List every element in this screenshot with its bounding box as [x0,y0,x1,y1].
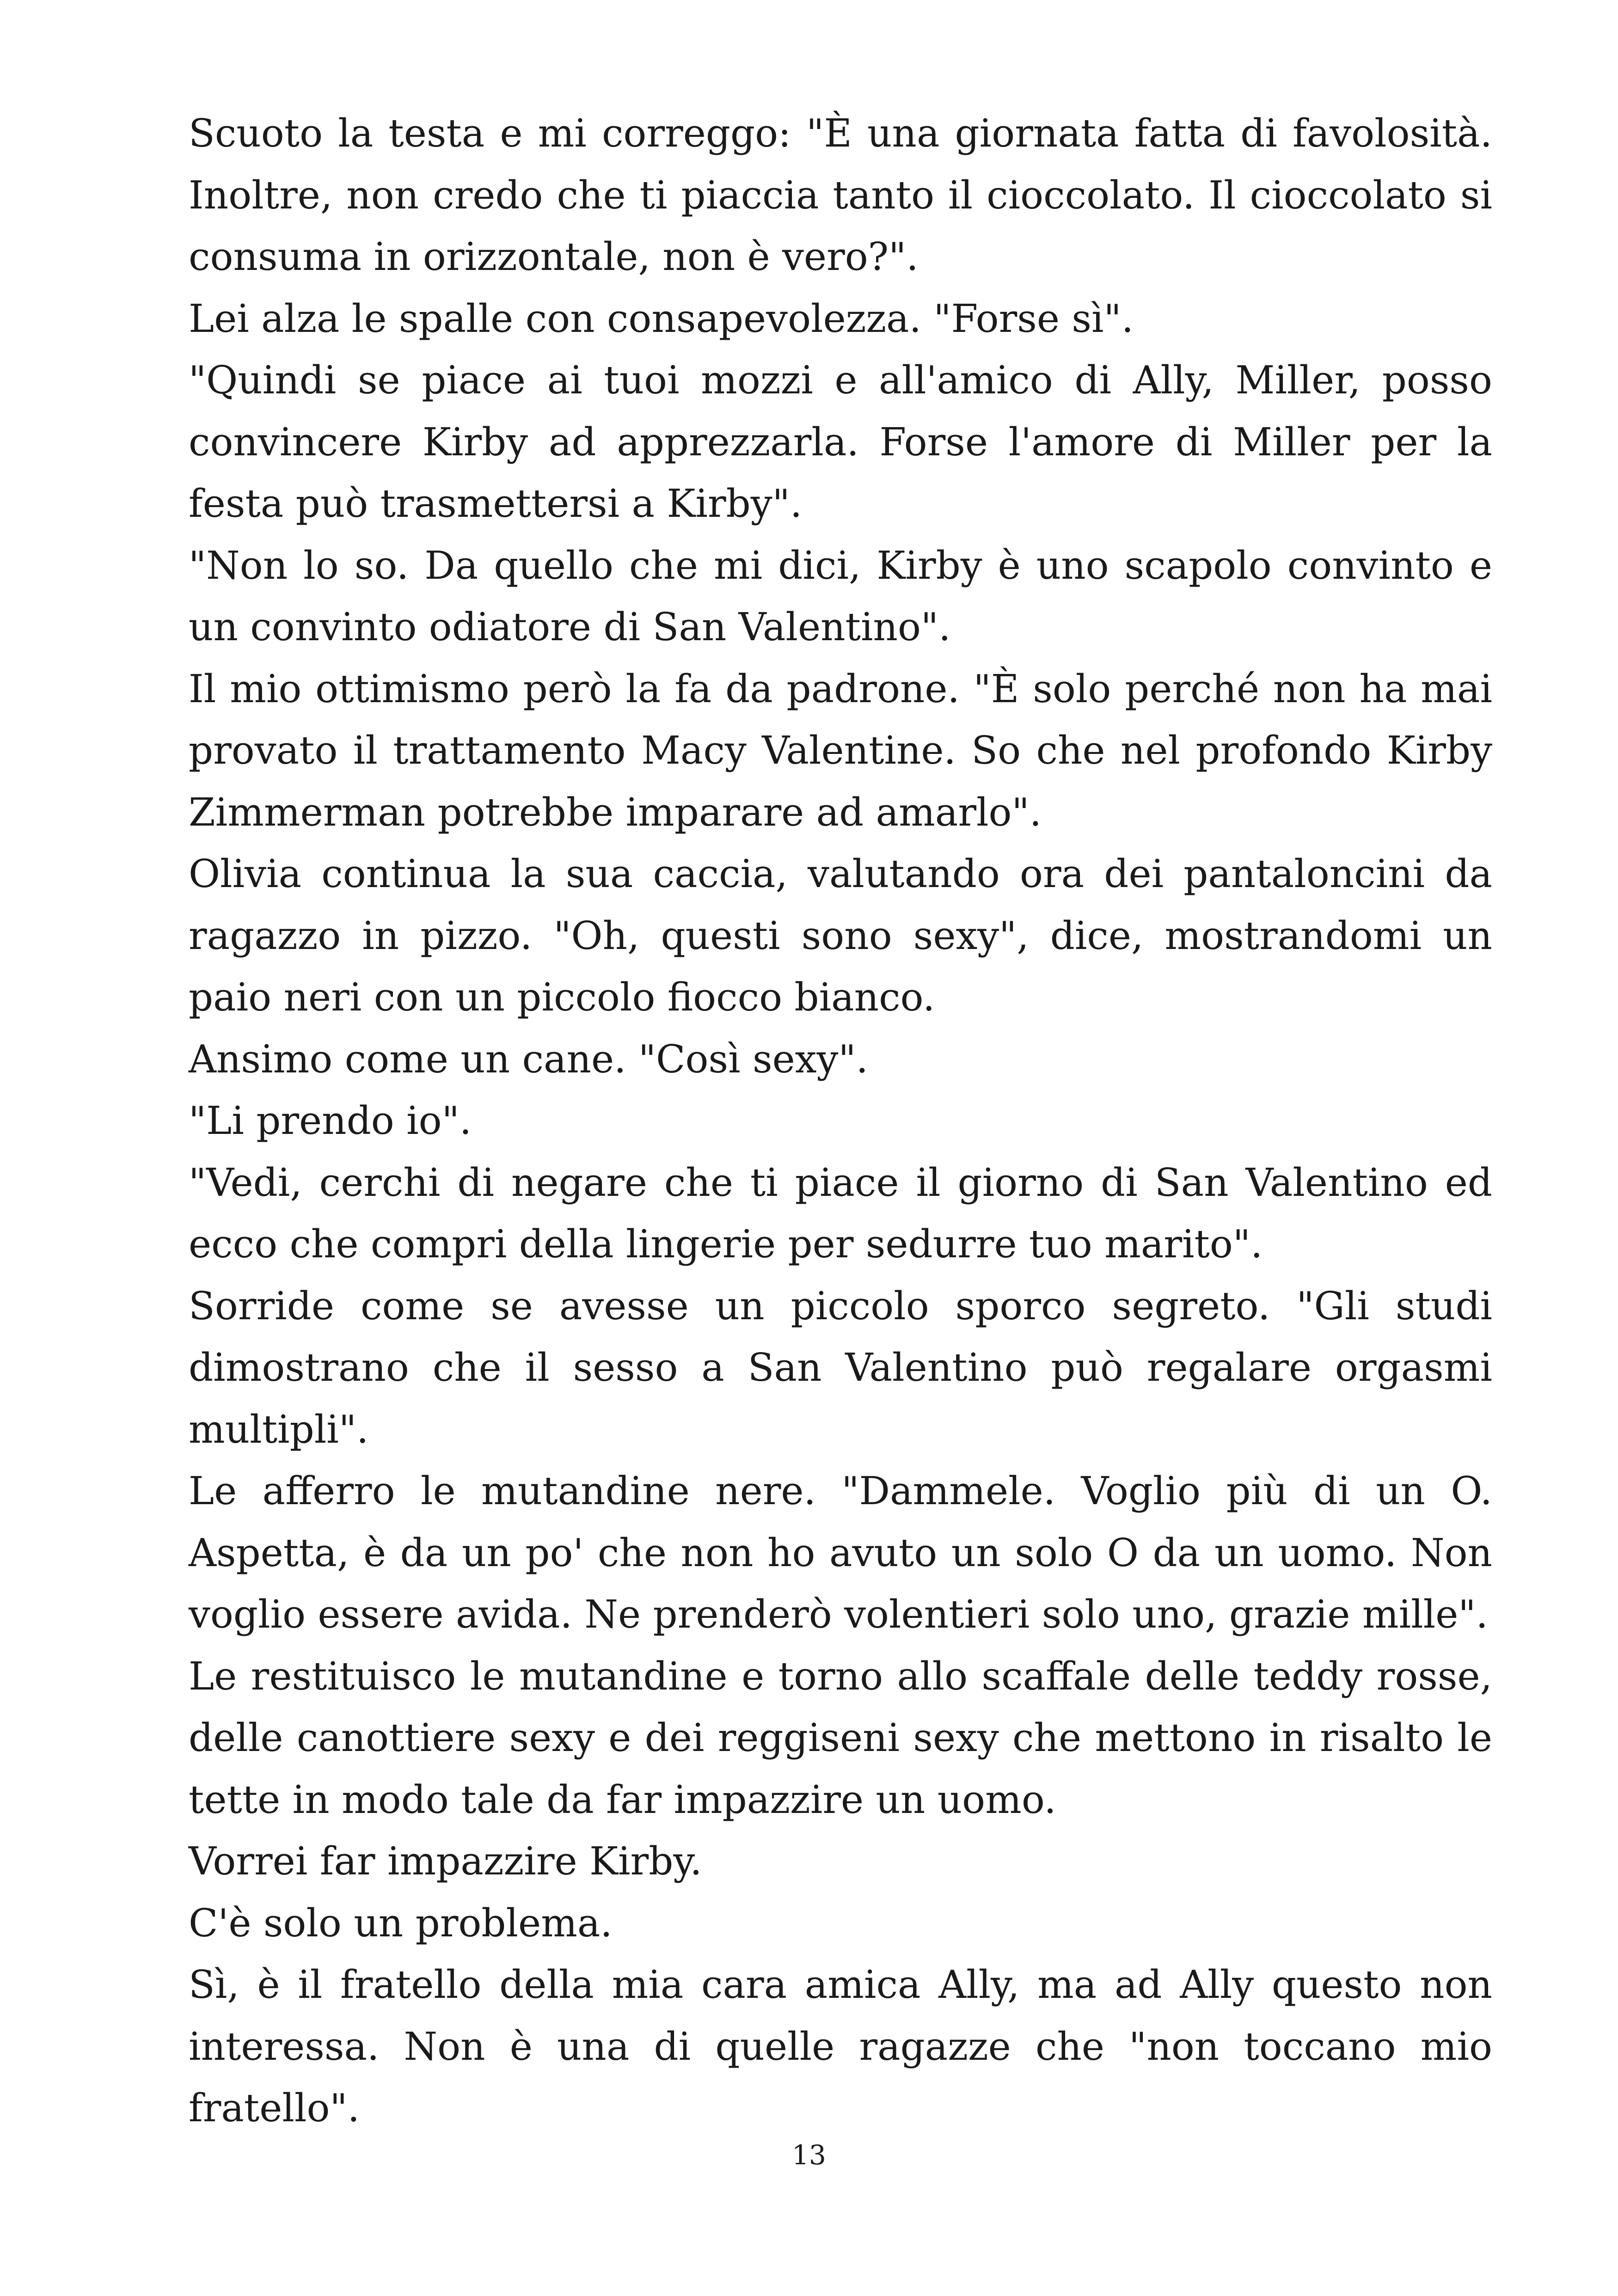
paragraph-13: Vorrei far impazzire Kirby. [189,1839,702,1884]
paragraph-9: "Vedi, cerchi di negare che ti piace il giorno di San Valentino ed ecco che compri della lingerie per sedurre tuo marito". [189,1160,1492,1267]
paragraph-15: Sì, è il fratello della mia cara amica Ally, ma ad Ally questo non interessa. Non è una di quelle ragazze che "non toccano mio fratello". [189,1962,1492,2131]
paragraph-7: Ansimo come un cane. "Così sexy". [189,1036,869,1082]
paragraph-12: Le restituisco le mutandine e torno allo scaffale delle teddy rosse, delle canottiere sexy e dei reggiseni sexy che mettono in risalto le tette in modo tale da far impazzire un uomo. [189,1653,1492,1822]
paragraph-1: Scuoto la testa e mi correggo: "È una giornata fatta di favolosità. Inoltre, non credo che ti piaccia tanto il cioccolato. Il cioccolato si consuma in orizzontale, non è vero?". [189,111,1492,279]
paragraph-6: Olivia continua la sua caccia, valutando ora dei pantaloncini da ragazzo in pizzo. "Oh, questi sono sexy", dice, mostrandomi un paio neri con un piccolo fiocco bianco. [189,851,1492,1020]
paragraph-11: Le afferro le mutandine nere. "Dammele. Voglio più di un O. Aspetta, è da un po' che non ho avuto un solo O da un uomo. Non voglio essere avida. Ne prenderò volentieri solo uno, grazie mille". [189,1469,1492,1637]
page-number: 13 [792,2139,826,2171]
paragraph-5: Il mio ottimismo però la fa da padrone. "È solo perché non ha mai provato il trattamento Macy Valentine. So che nel profondo Kirby Zimmerman potrebbe imparare ad amarlo". [189,666,1492,835]
body-text [189,103,1492,2139]
paragraph-4: "Non lo so. Da quello che mi dici, Kirby è uno scapolo convinto e un convinto odiatore di San Valentino". [189,543,1492,649]
paragraph-14: C'è solo un problema. [189,1900,613,1946]
paragraph-2: Lei alza le spalle con consapevolezza. "Forse sì". [189,296,1134,341]
paragraph-10: Sorride come se avesse un piccolo sporco segreto. "Gli studi dimostrano che il sesso a San Valentino può regalare orgasmi multipli". [189,1283,1492,1452]
paragraph-8: "Li prendo io". [189,1098,472,1143]
paragraph-3: "Quindi se piace ai tuoi mozzi e all'amico di Ally, Miller, posso convincere Kirby ad apprezzarla. Forse l'amore di Miller per la festa può trasmettersi a Kirby". [189,358,1492,526]
